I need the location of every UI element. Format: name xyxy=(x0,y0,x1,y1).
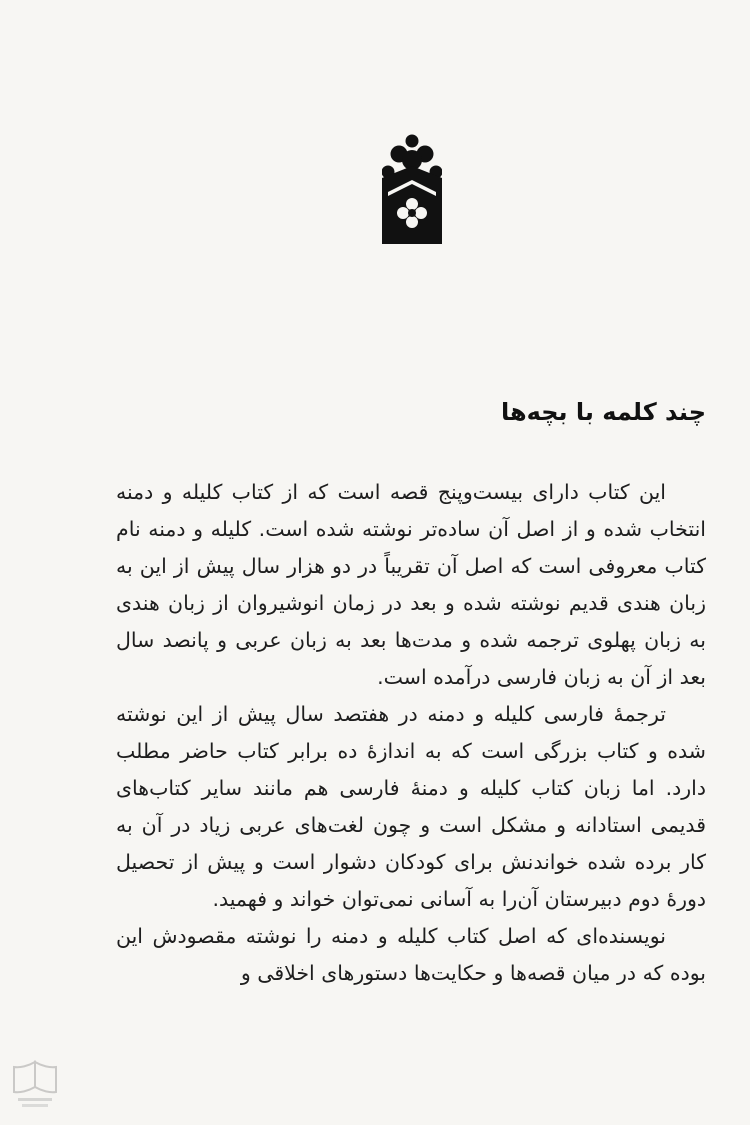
open-book-logo-icon xyxy=(10,1058,60,1110)
paragraph: نویسنده‌ای که اصل کتاب کلیله و دمنه را نوشته مقصودش این بوده که در میان قصه‌ها و حکایت‌ها دستورهای اخلاقی و xyxy=(116,924,706,985)
floral-arch-ornament-icon xyxy=(382,132,442,244)
page-heading: چند کلمه با بچه‌ها xyxy=(501,398,706,426)
paragraph: این کتاب دارای بیست‌وپنج قصه است که از کتاب کلیله و دمنه انتخاب شده و از اصل آن ساده‌تر نوشته شده است. کلیله و دمنه نام کتاب معروفی است که اصل آن تقریباً در دو هزار سال پیش از این به زبان هندی قدیم نوشته شده و بعد در زمان انوشیروان از زبان هندی به زبان پهلوی ترجمه شده و مدت‌ها بعد به زبان عربی و پانصد سال بعد از آن به زبان فارسی درآمده است. xyxy=(116,480,706,689)
body-text xyxy=(116,474,706,992)
paragraph: ترجمهٔ فارسی کلیله و دمنه در هفتصد سال پیش از این نوشته شده و کتاب بزرگی است که به اندازهٔ ده برابر کتاب حاضر مطلب دارد. اما زبان کتاب کلیله و دمنهٔ فارسی هم مانند سایر کتاب‌های قدیمی استادانه و مشکل است و چون لغت‌های عربی زیاد در آن به کار برده شده خواندنش برای کودکان دشوار است و پیش از تحصیل دورهٔ دوم دبیرستان آن‌را به آسانی نمی‌توان خواند و فهمید. xyxy=(116,702,706,911)
